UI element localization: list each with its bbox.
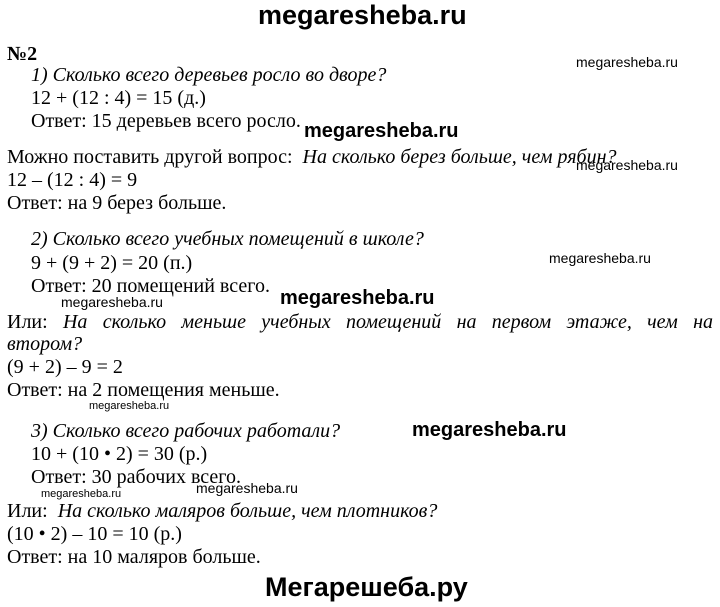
- part3-alt-answer: Ответ: на 10 маляров больше.: [7, 546, 261, 568]
- part2-alt-answer: Ответ: на 2 помещения меньше.: [7, 379, 280, 401]
- part3-alt-expression: (10 • 2) – 10 = 10 (р.): [7, 523, 182, 545]
- part2-alt-expression: (9 + 2) – 9 = 2: [7, 356, 123, 378]
- watermark-text: megaresheba.ru: [41, 488, 122, 500]
- part2-alt-line2: втором?: [7, 333, 83, 355]
- part3-alt-line: [7, 499, 437, 523]
- watermark-text: megaresheba.ru: [196, 480, 298, 496]
- site-header-watermark: megaresheba.ru: [258, 0, 467, 30]
- part2-alt-line1: [7, 310, 713, 334]
- part3-question: 3) Сколько всего рабочих работали?: [31, 420, 341, 442]
- part1-question: 1) Сколько всего деревьев росло во дворе?: [31, 64, 387, 86]
- watermark-text: megaresheba.ru: [412, 419, 567, 441]
- alt-word: помещений: [346, 311, 442, 333]
- watermark-text: megaresheba.ru: [61, 294, 163, 310]
- watermark-text: megaresheba.ru: [280, 287, 435, 309]
- part1-answer: Ответ: 15 деревьев всего росло.: [31, 110, 301, 132]
- part1-alt-question: На сколько берез больше, чем рябин?: [302, 146, 617, 168]
- part1-expression: 12 + (12 : 4) = 15 (д.): [31, 87, 206, 109]
- part2-expression: 9 + (9 + 2) = 20 (п.): [31, 252, 193, 274]
- alt-word: на: [693, 311, 713, 333]
- part2-question: 2) Сколько всего учебных помещений в школе?: [31, 228, 424, 250]
- part2-answer: Ответ: 20 помещений всего.: [31, 275, 270, 297]
- alt-word: меньше: [181, 311, 247, 333]
- watermark-text: megaresheba.ru: [304, 120, 459, 142]
- alt-word: этаже,: [566, 311, 632, 333]
- part1-alt-expression: 12 – (12 : 4) = 9: [7, 169, 138, 191]
- alt-word: на: [456, 311, 477, 333]
- part3-answer: Ответ: 30 рабочих всего.: [31, 466, 242, 488]
- task-number: №2: [7, 43, 38, 65]
- alt-word: первом: [491, 311, 552, 333]
- part1-alt-prefix: Можно поставить другой вопрос:: [7, 146, 293, 168]
- part3-expression: 10 + (10 • 2) = 30 (р.): [31, 443, 208, 465]
- part3-alt-prefix: Или:: [7, 500, 48, 522]
- watermark-text: megaresheba.ru: [576, 157, 678, 173]
- part1-alt-answer: Ответ: на 9 берез больше.: [7, 192, 227, 214]
- alt-word: На: [62, 311, 88, 333]
- site-footer-watermark: Мегарешеба.ру: [265, 572, 468, 602]
- part2-alt-prefix: Или:: [7, 311, 48, 333]
- watermark-text: megaresheba.ru: [89, 400, 170, 412]
- part3-alt-question: На сколько маляров больше, чем плотников?: [57, 500, 438, 522]
- alt-word: сколько: [102, 311, 167, 333]
- alt-word: чем: [647, 311, 678, 333]
- part1-alt-line: [7, 145, 617, 169]
- watermark-text: megaresheba.ru: [576, 54, 678, 70]
- alt-word: учебных: [261, 311, 331, 333]
- watermark-text: megaresheba.ru: [549, 250, 651, 266]
